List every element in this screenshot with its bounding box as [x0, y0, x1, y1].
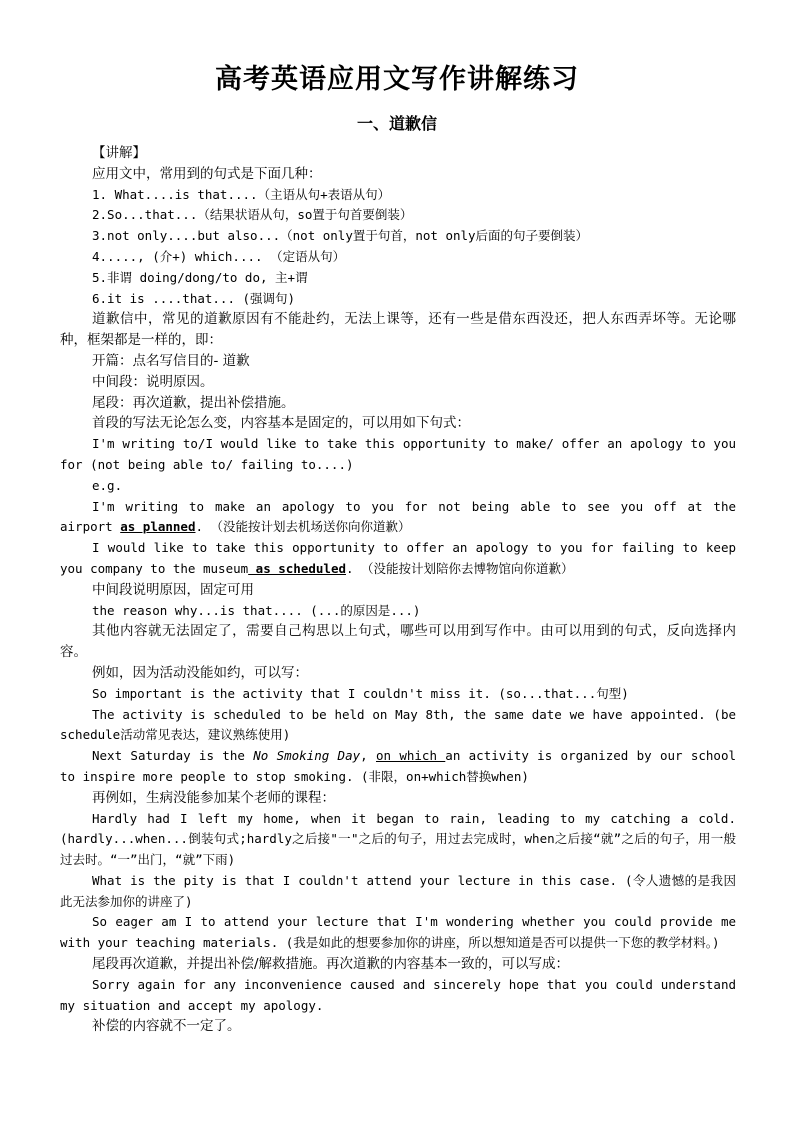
example-2-highlight: as scheduled — [248, 560, 346, 576]
middle-note: 中间段说明原因，固定可用 — [92, 581, 254, 598]
ending-sentence: Sorry again for any inconvenience caused and sincerely hope that you could understand my situation and accept my apology. — [60, 976, 736, 1013]
pattern-1: 1. What....is that....（主语从句+表语从句） — [92, 186, 391, 202]
reason-template: the reason why...is that.... (...的原因是...) — [92, 602, 421, 618]
structure-middle: 中间段：说明原因。 — [92, 373, 214, 390]
example-illness-intro: 再例如，生病没能参加某个老师的课程： — [92, 789, 335, 806]
pattern-4: 4....., (介+) which.... （定语从句） — [92, 248, 346, 264]
example-2-note: . （没能按计划陪你去博物馆向你道歉） — [346, 560, 574, 576]
illness-sentence-1: Hardly had I left my home, when it began to rain, leading to my catching a cold. (hardly...when...倒装句式;hardly之后接"一"之后的句子，用过去完成时，when之后接“就”之后的句子，用一般过去时。“一”出门，“就”下雨) — [60, 810, 736, 868]
structure-ending: 尾段：再次道歉，提出补偿措施。 — [92, 394, 295, 411]
example-activity-intro: 例如，因为活动没能如约，可以写： — [92, 664, 308, 681]
opening-note: 首段的写法无论怎么变，内容基本是固定的，可以用如下句式： — [92, 415, 470, 432]
activity-sentence-2: The activity is scheduled to be held on May 8th, the same date we have appointed. (be schedule活动常见表达，建议熟练使用) — [60, 706, 736, 743]
pattern-3: 3.not only....but also...（not only置于句首，not only后面的句子要倒装） — [92, 228, 589, 244]
page-title: 高考英语应用文写作讲解练习 — [215, 64, 579, 95]
activity-3-part-1: Next Saturday is the — [92, 748, 254, 764]
structure-opening: 开篇：点名写信目的- 道歉 — [92, 352, 250, 369]
pattern-5: 5.非谓 doing/dong/to do, 主+谓 — [92, 269, 308, 285]
compensation-note: 补偿的内容就不一定了。 — [92, 1018, 241, 1035]
activity-3-part-3: an activity is organized by our school to inspire more people to stop smoking. (非限，on+which替换when) — [60, 748, 736, 784]
example-1-highlight: as planned — [120, 519, 196, 535]
example-1 — [60, 497, 736, 539]
paragraph-reasons: 道歉信中，常见的道歉原因有不能赴约，无法上课等，还有一些是借东西没还，把人东西弄坏等。无论哪种，框架都是一样的，即： — [60, 311, 736, 349]
example-2 — [60, 538, 736, 580]
example-1-note: . （没能按计划去机场送你向你道歉） — [195, 519, 411, 535]
illness-sentence-2: What is the pity is that I couldn't attend your lecture in this case. (令人遗憾的是我因此无法参加你的讲座了) — [60, 872, 736, 909]
activity-3-part-2: , — [360, 748, 376, 764]
activity-sentence-3 — [60, 746, 736, 788]
example-label: e.g. — [92, 477, 123, 493]
section-heading: 一、道歉信 — [356, 114, 437, 133]
example-2-text: I would like to take this opportunity to offer an apology to you for failing to keep you company to the museum — [60, 540, 736, 576]
pattern-2: 2.So...that...（结果状语从句，so置于句首要倒装） — [92, 207, 413, 223]
document-body — [60, 143, 736, 1037]
line-intro: 应用文中，常用到的句式是下面几种： — [92, 165, 322, 182]
activity-3-underline: on which — [375, 748, 446, 764]
illness-sentence-3: So eager am I to attend your lecture that I'm wondering whether you could provide me with your teaching materials. (我是如此的想要参加你的讲座，所以想知道是否可以提供一下您的教学材料。) — [60, 914, 736, 951]
example-1-text: I'm writing to make an apology to you for not being able to see you off at the airport — [60, 498, 736, 535]
activity-sentence-1: So important is the activity that I couldn't miss it. (so...that...句型) — [92, 685, 629, 701]
line-explain-label: 【讲解】 — [92, 145, 146, 161]
activity-3-italic: No Smoking Day — [253, 748, 361, 764]
ending-note: 尾段再次道歉，并提出补偿/解救措施。再次道歉的内容基本一致的，可以写成： — [92, 956, 570, 973]
opening-template: I'm writing to/I would like to take this opportunity to make/ offer an apology to you for (not being able to/ failing to....) — [60, 436, 736, 472]
content-note: 其他内容就无法固定了，需要自己构思以上句式，哪些可以用到写作中。由可以用到的句式，反向选择内容。 — [60, 623, 736, 661]
pattern-6: 6.it is ....that... (强调句) — [92, 290, 296, 306]
